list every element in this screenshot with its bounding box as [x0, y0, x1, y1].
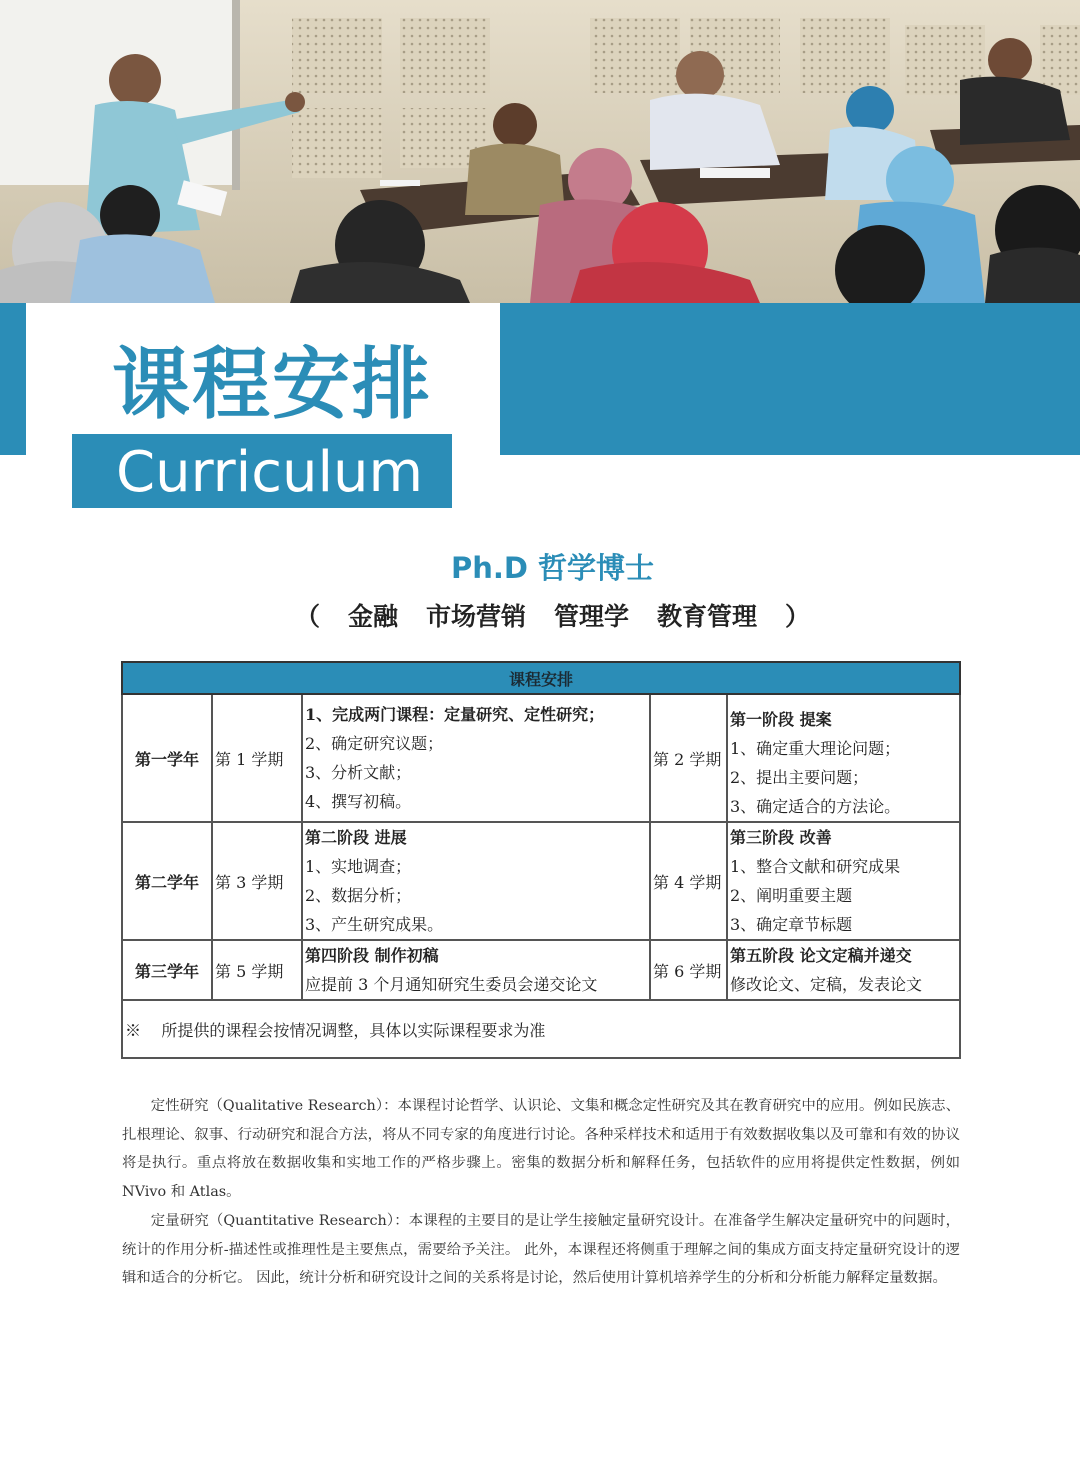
content-line: 第二阶段 进展	[305, 828, 407, 847]
open-paren: （	[294, 602, 320, 631]
content-line: 2、提出主要问题；	[730, 768, 869, 787]
term-label: 第 1 学期	[212, 694, 302, 822]
table-row	[122, 694, 960, 822]
content-line: 1、完成两门课程：定量研究、定性研究；	[305, 705, 605, 724]
classroom-illustration	[0, 0, 1080, 303]
term-label: 第 2 学期	[650, 694, 727, 822]
term-label: 第 6 学期	[650, 940, 727, 1000]
table-note-row	[122, 1000, 960, 1058]
banner-left-band	[0, 303, 26, 455]
program-title: Ph.D 哲学博士	[450, 551, 655, 585]
note-text: 所提供的课程会按情况调整，具体以实际课程要求为准	[161, 1020, 546, 1040]
term-content	[727, 822, 960, 940]
year-label: 第二学年	[122, 822, 212, 940]
table-note	[122, 1000, 960, 1058]
course-descriptions	[122, 1092, 960, 1293]
content-line: 修改论文、定稿，发表论文	[730, 975, 923, 994]
year-label: 第三学年	[122, 940, 212, 1000]
content-line: 第五阶段 论文定稿并递交	[730, 946, 912, 965]
term-content	[302, 694, 650, 822]
title-english: Curriculum	[116, 440, 424, 505]
program-majors	[0, 597, 1080, 633]
content-line: 3、分析文献；	[305, 763, 412, 782]
table-row	[122, 940, 960, 1000]
content-line: 第一阶段 提案	[730, 710, 832, 729]
term-content	[727, 694, 960, 822]
content-line: 2、确定研究议题；	[305, 734, 444, 753]
major-management: 管理学	[554, 602, 630, 631]
content-line: 第四阶段 制作初稿	[305, 946, 439, 965]
content-line: 3、产生研究成果。	[305, 915, 444, 934]
close-paren: ）	[785, 602, 811, 631]
content-line: 1、确定重大理论问题；	[730, 739, 901, 758]
content-line: 1、实地调查；	[305, 857, 412, 876]
term-label: 第 5 学期	[212, 940, 302, 1000]
term-label: 第 3 学期	[212, 822, 302, 940]
qualitative-research-paragraph: 定性研究（Qualitative Research）：本课程讨论哲学、认识论、文集和概念定性研究及其在教育研究中的应用。例如民族志、扎根理论、叙事、行动研究和混合方法，将从不同专家的角度进行讨论。各种采样技术和适用于有效数据收集以及可靠和有效的协议将是执行。重点将放在数据收集和实地工作的严格步骤上。密集的数据分析和解释任务，包括软件的应用将提供定性数据，例如 NVivo 和 Atlas。	[122, 1098, 960, 1201]
banner-right-band	[500, 303, 1080, 455]
quantitative-research-paragraph: 定量研究（Quantitative Research）：本课程的主要目的是让学生接触定量研究设计。在准备学生解决定量研究中的问题时，统计的作用分析-描述性或推理性是主要焦点，需要给予关注。 此外，本课程还将侧重于理解之间的集成方面支持定量研究设计的逻辑和适合的分析它。 因此，统计分析和研究设计之间的关系将是讨论，然后使用计算机培养学生的分析和分析能力解释定量数据。	[122, 1212, 960, 1287]
table-row	[122, 822, 960, 940]
table-header: 课程安排	[122, 662, 960, 694]
major-marketing: 市场营销	[425, 602, 526, 631]
content-line: 2、阐明重要主题	[730, 886, 853, 905]
major-finance: 金融	[347, 602, 398, 631]
curriculum-table	[121, 661, 961, 1059]
classroom-photo	[0, 0, 1080, 303]
term-content	[302, 822, 650, 940]
title-chinese: 课程安排	[112, 340, 433, 430]
major-education-management: 教育管理	[657, 602, 758, 631]
content-line: 3、确定章节标题	[730, 915, 853, 934]
term-content	[302, 940, 650, 1000]
content-line: 2、数据分析；	[305, 886, 412, 905]
content-line: 3、确定适合的方法论。	[730, 797, 901, 816]
year-label: 第一学年	[122, 694, 212, 822]
title-english-box	[72, 434, 452, 508]
content-line: 4、撰写初稿。	[305, 792, 412, 811]
content-line: 第三阶段 改善	[730, 828, 832, 847]
term-label: 第 4 学期	[650, 822, 727, 940]
content-line: 1、整合文献和研究成果	[730, 857, 901, 876]
content-line: 应提前 3 个月通知研究生委员会递交论文	[305, 975, 598, 994]
term-content	[727, 940, 960, 1000]
note-mark-icon: ※	[125, 1020, 142, 1040]
